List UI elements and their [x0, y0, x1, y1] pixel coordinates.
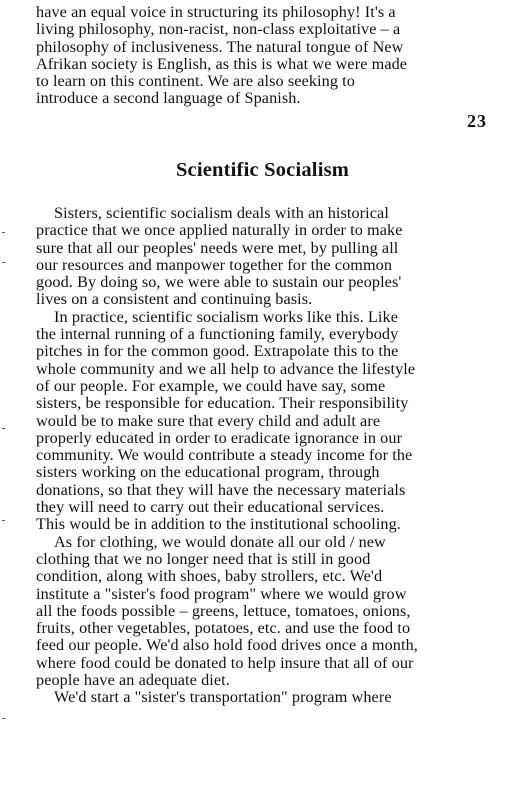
- text-line: community. We would contribute a steady income for the: [36, 446, 413, 465]
- text-line: feed our people. We'd also hold food drives once a month,: [36, 636, 418, 655]
- scan-margin-mark: [2, 262, 5, 263]
- paragraph: [36, 689, 488, 706]
- paragraph: [36, 309, 488, 534]
- text-line: clothing that we no longer need that is still in good: [36, 549, 371, 568]
- text-line: Sisters, scientific socialism deals with an historical: [54, 204, 389, 222]
- scan-margin-mark: [2, 232, 5, 233]
- paragraph: [36, 534, 488, 690]
- text-line: living philosophy, non-racist, non-class exploitative – a: [36, 20, 401, 39]
- text-line: pitches in for the common good. Extrapolate this to the: [36, 342, 399, 361]
- text-line: Afrikan society is English, as this is what we were made: [36, 54, 408, 73]
- text-line: good. By doing so, we were able to sustain our peoples': [36, 273, 402, 292]
- text-line: condition, along with shoes, baby strollers, etc. We'd: [36, 567, 383, 586]
- paragraph: [36, 205, 488, 309]
- section-heading: Scientific Socialism: [175, 159, 350, 181]
- text-line: practice that we once applied naturally in order to make: [36, 221, 403, 240]
- text-line: lives on a consistent and continuing basis.: [36, 290, 313, 309]
- text-line: of our people. For example, we could have say, some: [36, 376, 386, 395]
- text-line: This would be in addition to the institutional schooling.: [36, 515, 401, 534]
- text-line: fruits, other vegetables, potatoes, etc. and use the food to: [36, 619, 411, 638]
- text-line: they will need to carry out their educational services.: [36, 498, 385, 517]
- text-line: donations, so that they will have the necessary materials: [36, 480, 406, 499]
- text-line: people have an adequate diet.: [36, 671, 230, 690]
- scan-margin-mark: [2, 718, 5, 719]
- intro-text: [36, 4, 488, 108]
- page-number: 23: [467, 111, 487, 131]
- text-line: We'd start a "sister's transportation" program where: [54, 688, 392, 707]
- text-line: have an equal voice in structuring its philosophy! It's a: [36, 3, 396, 21]
- text-line: to learn on this continent. We are also seeking to: [36, 72, 355, 91]
- text-line: philosophy of inclusiveness. The natural tongue of New: [36, 37, 404, 56]
- text-line: whole community and we all help to advance the lifestyle: [36, 359, 416, 378]
- text-line: our resources and manpower together for the common: [36, 255, 393, 274]
- scan-margin-mark: [2, 520, 5, 521]
- text-line: would be to make sure that every child and adult are: [36, 411, 381, 430]
- text-line: properly educated in order to eradicate ignorance in our: [36, 428, 403, 447]
- scan-margin-mark: [2, 428, 5, 429]
- text-line: sisters working on the educational program, through: [36, 463, 380, 482]
- text-line: where food could be donated to help insure that all of our: [36, 653, 414, 672]
- text-line: institute a "sister's food program" where we would grow: [36, 584, 407, 603]
- text-line: sure that all our peoples' needs were met, by pulling all: [36, 238, 399, 257]
- text-line: In practice, scientific socialism works like this. Like: [54, 307, 398, 326]
- text-line: the internal running of a functioning family, everybody: [36, 325, 399, 344]
- text-line: As for clothing, we would donate all our old / new: [54, 532, 386, 551]
- body-text: [36, 205, 488, 707]
- text-line: sisters, be responsible for education. Their responsibility: [36, 394, 409, 413]
- text-line: introduce a second language of Spanish.: [36, 89, 301, 108]
- text-line: all the foods possible – greens, lettuce, tomatoes, onions,: [36, 601, 411, 620]
